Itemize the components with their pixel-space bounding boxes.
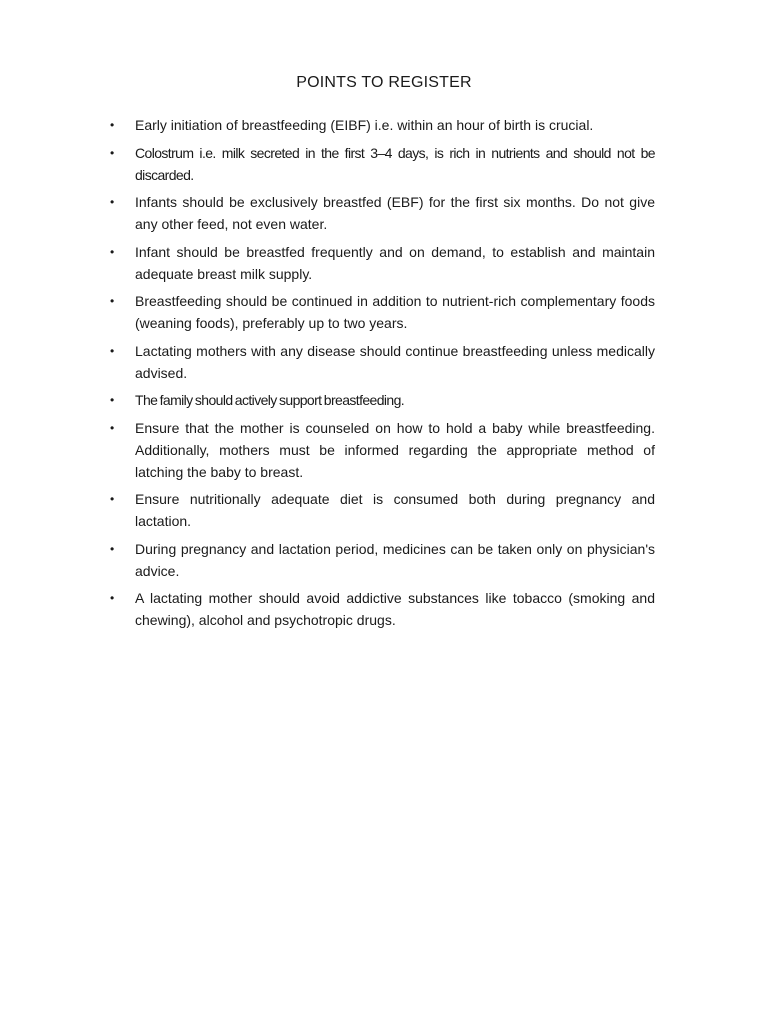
list-item [110, 191, 655, 235]
list-item [110, 114, 655, 136]
point-text: During pregnancy and lactation period, medicines can be taken only on physician's advice. [135, 540, 655, 579]
list-item [110, 587, 655, 631]
bullet-icon: • [110, 118, 115, 132]
bullet-icon: • [110, 591, 115, 605]
point-text: A lactating mother should avoid addictive substances like tobacco (smoking and chewing), alcohol and psychotropic drugs. [135, 590, 655, 628]
point-text: Lactating mothers with any disease should continue breastfeeding unless medically advised. [135, 342, 655, 381]
points-list [110, 114, 655, 637]
bullet-icon: • [110, 343, 115, 358]
point-text: Ensure that the mother is counseled on how to hold a baby while breastfeeding. Additionally, mothers must be informed regarding the appropriate method of latching the baby to breast. [135, 419, 655, 480]
bullet-icon: • [110, 393, 115, 407]
point-text: Early initiation of breastfeeding (EIBF) i.e. within an hour of birth is crucial. [135, 117, 594, 133]
point-text: Breastfeeding should be continued in addition to nutrient-rich complementary foods (weaning foods), preferably up to two years. [135, 293, 655, 331]
list-item [110, 389, 655, 411]
bullet-icon: • [110, 244, 115, 259]
list-item [110, 417, 655, 483]
point-text: Ensure nutritionally adequate diet is consumed both during pregnancy and lactation. [135, 491, 655, 529]
bullet-icon: • [110, 195, 115, 209]
bullet-icon: • [110, 145, 115, 160]
point-text: Infant should be breastfed frequently and on demand, to establish and maintain adequate breast milk supply. [135, 243, 655, 282]
list-item [110, 538, 655, 582]
bullet-icon: • [110, 492, 115, 506]
bullet-icon: • [110, 420, 115, 435]
point-text: The family should actively support breastfeeding. [135, 392, 405, 408]
list-item [110, 488, 655, 532]
bullet-icon: • [110, 541, 115, 556]
list-item [110, 142, 655, 186]
point-text: Infants should be exclusively breastfed (EBF) for the first six months. Do not give any other feed, not even water. [135, 194, 655, 232]
list-item [110, 290, 655, 334]
page-title: POINTS TO REGISTER [296, 74, 472, 91]
list-item [110, 241, 655, 285]
point-text: Colostrum i.e. milk secreted in the first 3–4 days, is rich in nutrients and should not be discarded. [135, 144, 655, 183]
bullet-icon: • [110, 294, 115, 308]
list-item [110, 340, 655, 384]
